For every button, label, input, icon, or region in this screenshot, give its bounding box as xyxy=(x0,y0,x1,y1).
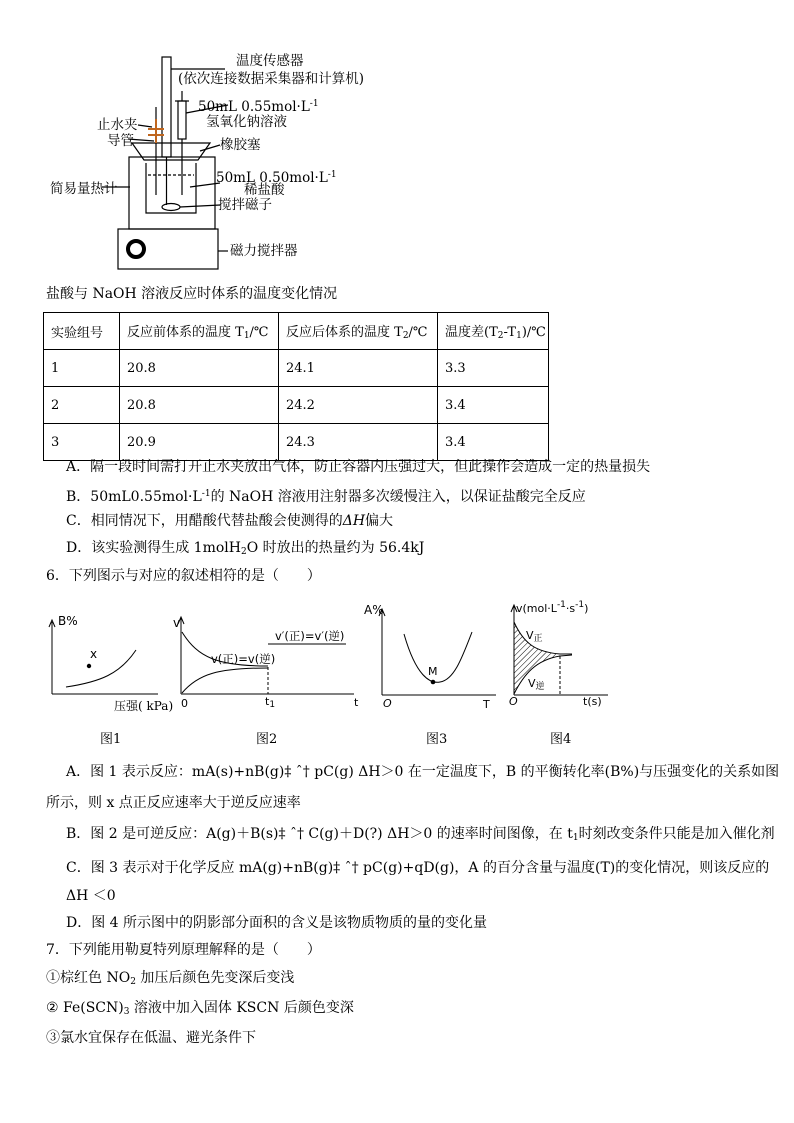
fig2-curve-reverse xyxy=(182,668,268,693)
label-stopper: 橡胶塞 xyxy=(220,137,261,153)
fig3-xlabel: T xyxy=(483,698,490,711)
fig3-origin: O xyxy=(383,697,392,710)
fig3-point-label: M xyxy=(428,665,438,678)
label-hcl-name: 稀盐酸 xyxy=(244,182,285,198)
label-tube: 导管 xyxy=(107,133,134,149)
label-clamp: 止水夹 xyxy=(97,117,138,133)
th-group: 实验组号 xyxy=(44,313,120,350)
fig3-ylabel: A% xyxy=(364,603,384,617)
cell-group: 2 xyxy=(44,387,120,424)
fig3-caption: 图3 xyxy=(426,732,448,747)
fig4-origin: O xyxy=(509,695,518,708)
cell-diff: 3.4 xyxy=(438,424,549,461)
fig1-point-label: x xyxy=(90,647,98,661)
q7-item-2: ② $Fe(SCN)_3$ 溶液中加入固体 KSCN 后颜色变深 xyxy=(46,1000,354,1017)
fig4-caption: 图4 xyxy=(550,732,572,747)
temperature-table xyxy=(43,312,549,461)
fig4-xlabel: t(s) xyxy=(583,695,602,708)
fig1-curve xyxy=(66,650,136,687)
fig2-origin: 0 xyxy=(181,697,188,710)
q5-option-a: A．隔一段时间需打开止水夹放出气体，防止容器内压强过大，但此操作会造成一定的热量损失 xyxy=(66,459,651,475)
label-sensor: 温度传感器 xyxy=(236,53,304,69)
cell-group: 3 xyxy=(44,424,120,461)
syringe xyxy=(178,101,186,139)
label-naoh-name: 氢氧化钠溶液 xyxy=(206,114,287,130)
cell-before: 20.8 xyxy=(120,350,279,387)
cell-before: 20.9 xyxy=(120,424,279,461)
calorimeter-body xyxy=(129,157,215,229)
fig2-caption: 图2 xyxy=(256,732,278,747)
q7-stem: 7．下列能用勒夏特列原理解释的是（ ） xyxy=(46,942,321,958)
label-stir-bar: 搅拌磁子 xyxy=(218,197,272,213)
figure-3 xyxy=(370,600,500,700)
fig4-v-reverse: $V_逆$ xyxy=(528,677,545,692)
cell-diff: 3.3 xyxy=(438,350,549,387)
fig2-tick: $t_1$ xyxy=(265,695,276,710)
fig1-ylabel: B% xyxy=(58,614,78,628)
table-row xyxy=(44,387,549,424)
fig3-point-m xyxy=(431,680,436,685)
q6-option-c-line2: ΔH ＜0 xyxy=(66,888,116,904)
q7-item-3: ③氯水宜保存在低温、避光条件下 xyxy=(46,1030,256,1046)
cell-after: 24.2 xyxy=(279,387,438,424)
cell-after: 24.3 xyxy=(279,424,438,461)
fig3-curve xyxy=(404,632,472,682)
table-row xyxy=(44,424,549,461)
stir-bar xyxy=(162,204,180,211)
fig2-curve-label: v(正)=v(逆) xyxy=(211,652,276,666)
temperature-sensor xyxy=(162,57,171,157)
magnetic-stirrer xyxy=(118,229,218,269)
th-after: 反应后体系的温度 $T_2/℃$ xyxy=(279,313,438,350)
q6-option-b: B．图 2 是可逆反应：A(g)＋B(s)‡ ˆ† C(g)＋D(?) ΔH＞0 的速率时间图像，在 $t_1$时刻改变条件只能是加入催化剂 xyxy=(66,826,775,843)
q6-stem: 6．下列图示与对应的叙述相符的是（ ） xyxy=(46,568,321,584)
label-sensor-note: (依次连接数据采集器和计算机) xyxy=(178,71,365,87)
cell-group: 1 xyxy=(44,350,120,387)
table-row xyxy=(44,350,549,387)
q5-option-b: B．$50mL0.55mol\cdot L^{-1}$的 NaOH 溶液用注射器多次缓慢注入，以保证盐酸完全反应 xyxy=(66,489,586,505)
th-before: 反应前体系的温度 $T_1/℃$ xyxy=(120,313,279,350)
fig4-v-forward: $V_正$ xyxy=(526,629,543,644)
fig2-ylabel: v xyxy=(173,616,181,630)
fig2-xlabel: t xyxy=(354,696,359,709)
fig1-caption: 图1 xyxy=(100,732,122,747)
cell-before: 20.8 xyxy=(120,387,279,424)
q6-option-a-line2: 所示，则 x 点正反应速率大于逆反应速率 xyxy=(46,795,301,811)
label-hcl-conc: 50mL $0.50mol\cdot L^{-1}$ xyxy=(216,170,337,186)
cell-after: 24.1 xyxy=(279,350,438,387)
fig4-ylabel: $v(mol\cdot L^{-1}\cdot s^{-1})$ xyxy=(516,600,589,615)
fig1-xlabel: 压强( kPa) xyxy=(114,699,174,713)
figure-4 xyxy=(502,600,612,700)
q7-item-1: ①棕红色 $NO_2$ 加压后颜色先变深后变浅 xyxy=(46,970,295,987)
table-caption: 盐酸与 NaOH 溶液反应时体系的温度变化情况 xyxy=(46,286,338,302)
fig2-after-label: v′(正)=v′(逆) xyxy=(275,629,345,643)
q6-option-c-line1: C．图 3 表示对于化学反应 mA(g)+nB(g)‡ ˆ† pC(g)+qD(g)，A 的百分含量与温度(T)的变化情况，则该反应的 xyxy=(66,860,770,876)
q5-option-c: C．相同情况下，用醋酸代替盐酸会使测得的ΔH偏大 xyxy=(66,513,394,529)
label-naoh-conc: 50mL $0.55mol\cdot L^{-1}$ xyxy=(198,99,319,115)
fig1-point-x xyxy=(87,664,91,668)
table-header-row xyxy=(44,313,549,350)
label-calorimeter: 简易量热计 xyxy=(50,181,118,197)
q6-option-a-line1: A．图 1 表示反应：mA(s)+nB(g)‡ ˆ† pC(g) ΔH＞0 在一定温度下，B 的平衡转化率(B%)与压强变化的关系如图 xyxy=(66,764,780,780)
beaker xyxy=(146,163,196,213)
label-stirrer: 磁力搅拌器 xyxy=(230,243,298,259)
q6-option-d: D．图 4 所示图中的阴影部分面积的含义是该物质物质的量的变化量 xyxy=(66,915,488,931)
th-diff: 温度差$(T_2-T_1)/℃$ xyxy=(438,313,549,350)
cell-diff: 3.4 xyxy=(438,387,549,424)
q5-option-d: D．该实验测得生成 1molH$_2$O 时放出的热量约为 56.4kJ xyxy=(66,540,425,557)
